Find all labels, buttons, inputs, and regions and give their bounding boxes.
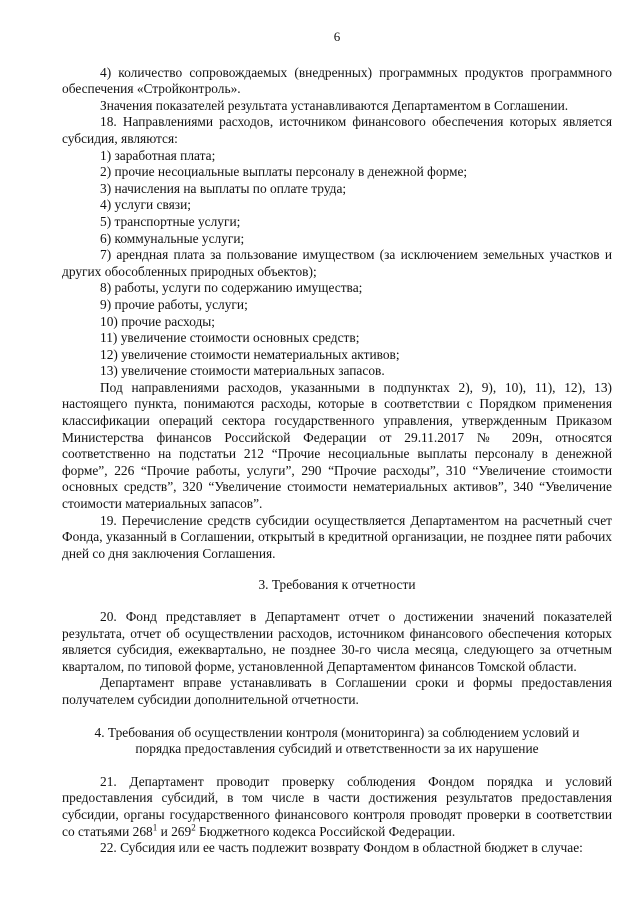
list-item: 4) услуги связи; bbox=[100, 197, 191, 213]
footnote-sup-2: 2 bbox=[191, 822, 196, 833]
footnote-sup-1: 1 bbox=[152, 822, 158, 833]
list-item: 13) увеличение стоимости материальных запасов. bbox=[100, 363, 385, 379]
clause-20: 20. Фонд представляет в Департамент отчет о достижении значений показателей результата, отчет об осуществлении расходов, источником финансового обеспечения которых является субсидия, ежеквартально, не позднее 30-го числа месяца, следующего за отчетным кварталом, по типовой форме, установленной Департаментом финансов Томской области. bbox=[62, 609, 612, 674]
clause-21-and: и 269 bbox=[157, 823, 192, 839]
expense-list bbox=[62, 148, 612, 380]
item-4-paragraph: 4) количество сопровождаемых (внедренных) программных продуктов программного обеспечения «Стройконтроль». bbox=[62, 64, 612, 97]
clause-21 bbox=[62, 774, 612, 840]
list-item: 8) работы, услуги по содержанию имущества; bbox=[100, 280, 363, 296]
clause-20-additional: Департамент вправе устанавливать в Соглашении сроки и формы предоставления получателем субсидии дополнительной отчетности. bbox=[62, 675, 612, 707]
list-item: 3) начисления на выплаты по оплате труда; bbox=[100, 180, 347, 196]
list-item: 12) увеличение стоимости нематериальных активов; bbox=[100, 346, 400, 362]
list-item: 6) коммунальные услуги; bbox=[100, 230, 245, 246]
clause-22: 22. Субсидия или ее часть подлежит возврату Фондом в областной бюджет в случае: bbox=[100, 840, 583, 856]
section-3-heading: 3. Требования к отчетности bbox=[258, 577, 416, 593]
list-item: 11) увеличение стоимости основных средств; bbox=[100, 330, 360, 346]
section-4-heading-line2: порядка предоставления субсидий и ответственности за их нарушение bbox=[135, 741, 539, 757]
clause-18-intro: 18. Направлениями расходов, источником финансового обеспечения которых является субсидия, являются: bbox=[62, 114, 612, 146]
list-item: 7) арендная плата за пользование имуществом (за исключением земельных участков и других обособленных природных объектов); bbox=[62, 247, 612, 279]
list-item: 2) прочие несоциальные выплаты персоналу в денежной форме; bbox=[100, 164, 468, 180]
list-item: 10) прочие расходы; bbox=[100, 313, 216, 329]
indicators-paragraph: Значения показателей результата устанавливаются Департаментом в Соглашении. bbox=[100, 97, 569, 113]
clause-18-explanation: Под направлениями расходов, указанными в подпунктах 2), 9), 10), 11), 12), 13) настоящего пункта, понимаются расходы, которые в соответствии с Порядком применения классификации операций сектора государственного управления, утвержденным Приказом Министерства финансов Российской Федерации от 29.11.2017 № 209н, относятся соответственно на подстатьи 212 “Прочие несоциальные выплаты персоналу в денежной форме”, 226 “Прочие работы, услуги”, 290 “Прочие расходы”, 310 “Увеличение стоимости основных средств”, 320 “Увеличение стоимости нематериальных активов”, 340 “Увеличение стоимости материальных запасов”. bbox=[62, 379, 612, 512]
clause-19: 19. Перечисление средств субсидии осуществляется Департаментом на расчетный счет Фонда, указанный в Соглашении, открытый в кредитной организации, не позднее пяти рабочих дней со дня заключения Соглашения. bbox=[62, 512, 612, 561]
list-item: 5) транспортные услуги; bbox=[100, 213, 241, 229]
list-item: 9) прочие работы, услуги; bbox=[100, 296, 248, 312]
clause-21-text: 21. Департамент проводит проверку соблюдения Фондом порядка и условий предоставления субсидий, в том числе в части достижения результатов предоставления субсидии, органы государственного финансового контроля проводят проверки в соответствии со статьями 268 bbox=[62, 773, 612, 839]
section-4-heading bbox=[62, 725, 612, 758]
clause-21-end: Бюджетного кодекса Российской Федерации. bbox=[195, 823, 456, 839]
page-number: 6 bbox=[333, 29, 341, 44]
section-4-heading-line1: 4. Требования об осуществлении контроля (мониторинга) за соблюдением условий и bbox=[94, 724, 580, 740]
list-item: 1) заработная плата; bbox=[100, 147, 216, 163]
